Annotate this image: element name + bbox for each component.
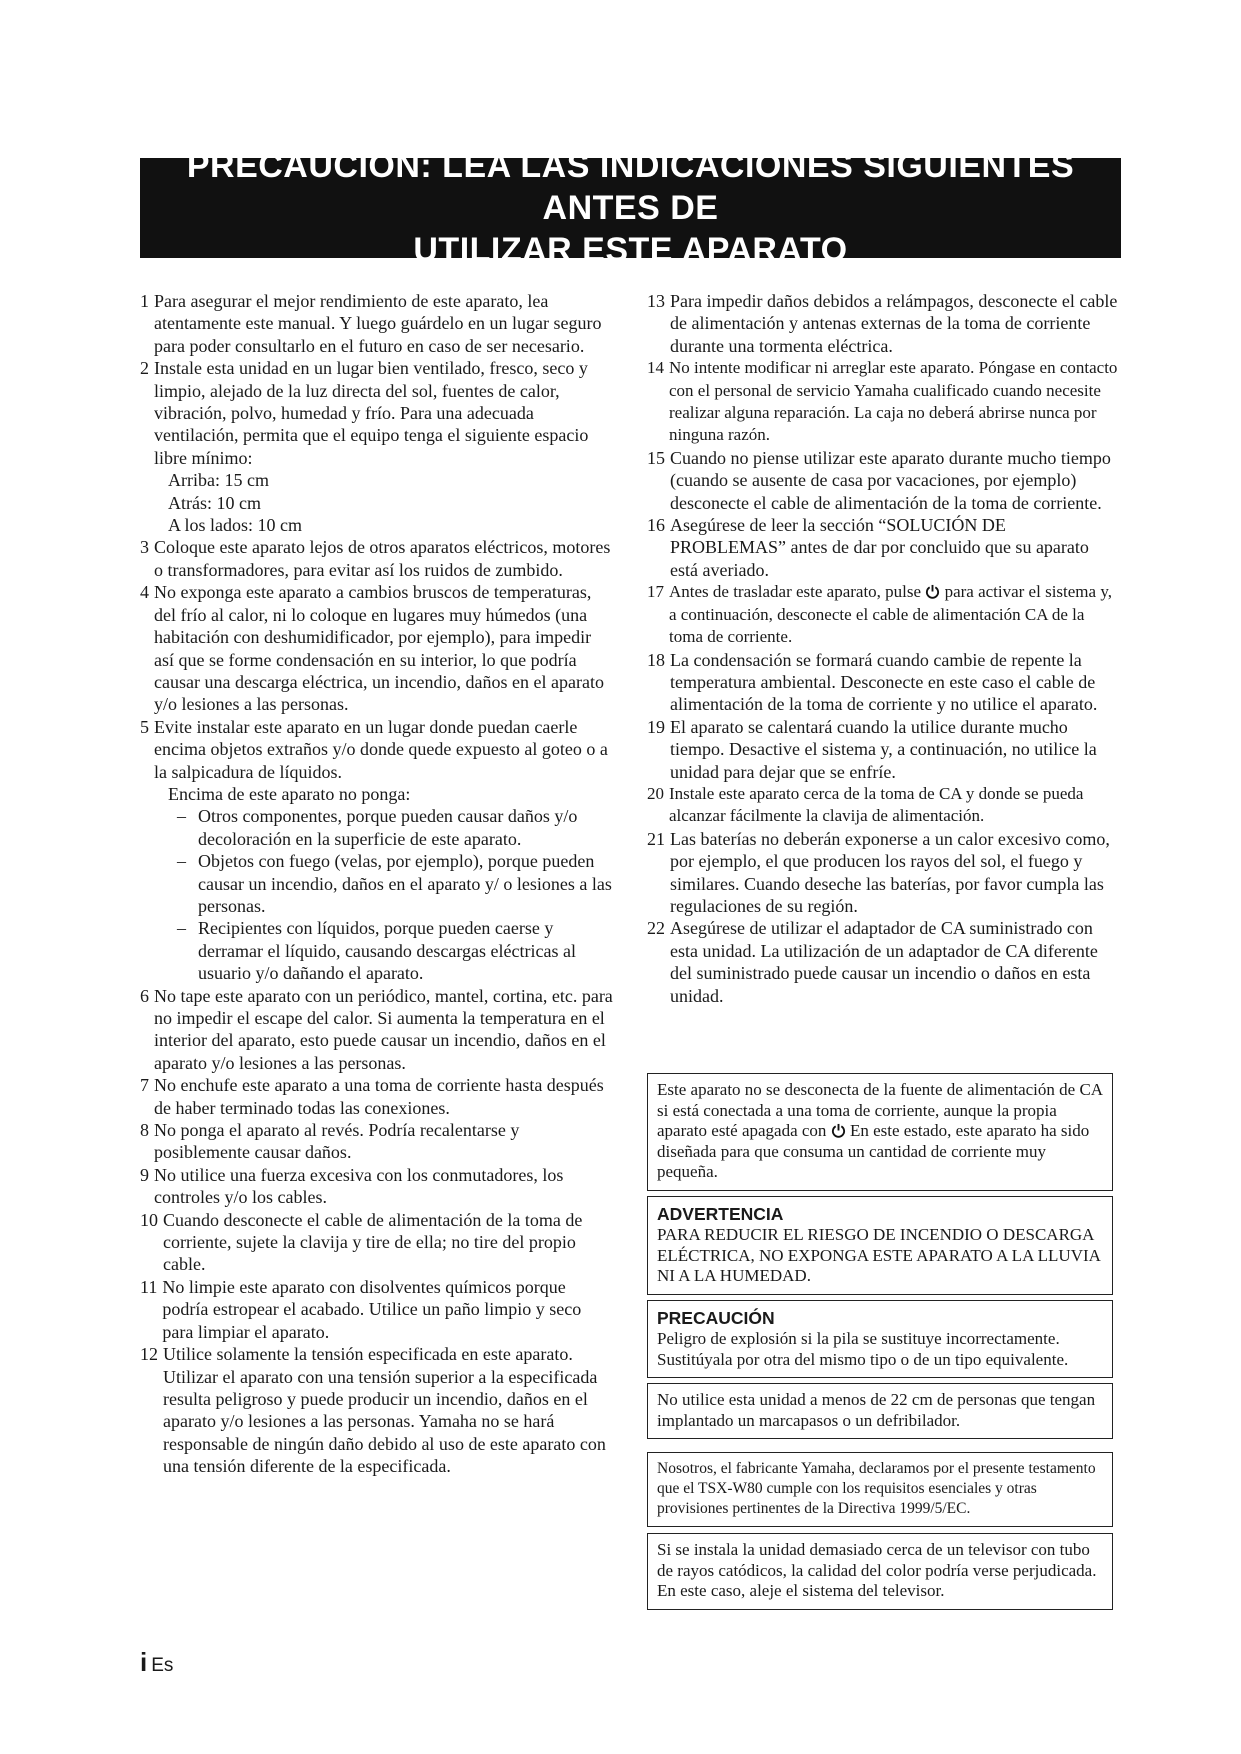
- tv-notice-box: Si se instala la unidad demasiado cerca de un televisor con tubo de rayos catódicos, la calidad del color podría verse perjudicada. En este caso, aleje el sistema del televisor.: [647, 1533, 1113, 1610]
- page-footer: [140, 1647, 173, 1678]
- warning-title: ADVERTENCIA: [657, 1204, 784, 1224]
- list-item: 7 No enchufe este aparato a una toma de corriente hasta después de haber terminado todas las conexiones.: [140, 1075, 604, 1118]
- language-code: Es: [151, 1655, 174, 1676]
- list-item: 19 El aparato se calentará cuando la utilice durante mucho tiempo. Desactive el sistema y, a continuación, no utilice la unidad para dejar que se enfríe.: [647, 716, 1097, 782]
- list-item: 3 Coloque este aparato lejos de otros aparatos eléctricos, motores o transformadores, para evitar así los ruidos de zumbido.: [140, 537, 611, 580]
- sub-heading: Encima de este aparato no ponga:: [168, 783, 411, 804]
- warning-text: PARA REDUCIR EL RIESGO DE INCENDIO O DESCARGA ELÉCTRICA, NO EXPONGA ESTE APARATO A LA LLUVIA NI A LA HUMEDAD.: [657, 1225, 1100, 1285]
- power-icon: [925, 583, 940, 598]
- list-item: 1 Para asegurar el mejor rendimiento de este aparato, lea atentamente este manual. Y luego guárdelo en un lugar seguro para poder consultarlo en el futuro en caso de ser necesario.: [140, 291, 602, 356]
- clearance-sides: A los lados: 10 cm: [168, 515, 302, 536]
- power-icon: [831, 1123, 846, 1138]
- caution-text: Peligro de explosión si la pila se sustituye incorrectamente. Sustitúyala por otra del mismo tipo o de un tipo equivalente.: [657, 1329, 1069, 1369]
- list-item: 14 No intente modificar ni arreglar este aparato. Póngase en contacto con el personal de servicio Yamaha cualificado cuando necesite realizar alguna reparación. La caja no deberá abrirse nunca por ninguna razón.: [647, 358, 1118, 445]
- title-line-2: UTILIZAR ESTE APARATO: [413, 231, 848, 269]
- declaration-box: Nosotros, el fabricante Yamaha, declaramos por el presente testamento que el TSX-W80 cumple con los requisitos esenciales y otras provisiones pertinentes de la Directiva 1999/5/EC.: [647, 1452, 1113, 1527]
- dash-item: – Otros componentes, porque pueden causar daños y/o decoloración en la superficie de este aparato.: [177, 806, 578, 849]
- warning-box: [647, 1196, 1113, 1295]
- list-item: 6 No tape este aparato con un periódico, mantel, cortina, etc. para no impedir el escape del calor. Si aumenta la temperatura en el interior del aparato, esto puede causar un incendio, daños en el aparato y/o lesiones a las personas.: [140, 985, 613, 1073]
- pacemaker-box: No utilice esta unidad a menos de 22 cm de personas que tengan implantado un marcapasos o un defribilador.: [647, 1383, 1113, 1439]
- page-title: [140, 147, 1121, 269]
- list-item: 22 Asegúrese de utilizar el adaptador de CA suministrado con esta unidad. La utilización de un adaptador de CA diferente del suministrado puede causar un incendio o daños en esta unidad.: [647, 918, 1098, 1006]
- list-item: 8 No ponga el aparato al revés. Podría recalentarse y posiblemente causar daños.: [140, 1120, 520, 1163]
- left-column: [140, 290, 615, 1478]
- title-line-1: PRECAUCIÓN: LEA LAS INDICACIONES SIGUIENTES ANTES DE: [186, 147, 1075, 227]
- caution-box: [647, 1300, 1113, 1378]
- list-item: 9 No utilice una fuerza excesiva con los conmutadores, los controles y/o los cables.: [140, 1164, 564, 1208]
- clearance-top: Arriba: 15 cm: [168, 470, 269, 491]
- clearance-back: Atrás: 10 cm: [168, 492, 261, 513]
- list-item: 2 Instale esta unidad en un lugar bien ventilado, fresco, seco y limpio, alejado de la luz directa del sol, fuentes de calor, vibración, polvo, humedad y frío. Para una adecuada ventilación, permita que el equipo tenga el siguiente espacio libre mínimo:: [140, 358, 589, 468]
- list-item: 20 Instale este aparato cerca de la toma de CA y donde se pueda alcanzar fácilmente la clavija de alimentación.: [647, 783, 1084, 826]
- list-item: 18 La condensación se formará cuando cambie de repente la temperatura ambiental. Desconecte en este caso el cable de alimentación de la toma de corriente y no utilice el aparato.: [647, 649, 1098, 715]
- list-item: 16 Asegúrese de leer la sección “SOLUCIÓN DE PROBLEMAS” antes de dar por concluido que su aparato está averiado.: [647, 515, 1089, 580]
- power-notice-box: Este aparato no se desconecta de la fuente de alimentación de CA si está conectada a una toma de corriente, aunque la propia aparato esté apagada con En este estado, este aparato ha sido diseñada para que consuma un cantidad de corriente muy pequeña.: [647, 1073, 1113, 1191]
- list-item: 4 No exponga este aparato a cambios bruscos de temperaturas, del frío al calor, ni lo coloque en lugares muy húmedos (una habitación con deshumidificador, por ejemplo), para impedir así que se forme condensación en su interior, lo que podría causar una descarga eléctrica, un incendio, daños en el aparato y/o lesiones a las personas.: [140, 582, 604, 715]
- list-item: 5 Evite instalar este aparato en un lugar donde puedan caerle encima objetos extraños y/o donde quede expuesto al goteo o a la salpicadura de líquidos.: [140, 716, 608, 782]
- list-item: 13 Para impedir daños debidos a relámpagos, desconecte el cable de alimentación y antenas externas de la toma de corriente durante una tormenta eléctrica.: [647, 291, 1118, 356]
- list-item: 21 Las baterías no deberán exponerse a un calor excesivo como, por ejemplo, el que producen los rayos del sol, el fuego y similares. Cuando deseche las baterías, por favor cumpla las regulaciones de su región.: [647, 828, 1110, 916]
- list-item: 17 Antes de trasladar este aparato, pulse para activar el sistema y, a continuación, desconecte el cable de alimentación CA de la toma de corriente.: [647, 582, 1112, 647]
- page-number: i: [140, 1647, 148, 1677]
- dash-item: – Objetos con fuego (velas, por ejemplo), porque pueden causar un incendio, daños en el aparato y/ o lesiones a las personas.: [177, 851, 612, 916]
- caution-title: PRECAUCIÓN: [657, 1308, 775, 1328]
- list-item: 10 Cuando desconecte el cable de alimentación de la toma de corriente, sujete la clavija y tire de ella; no tire del propio cable.: [140, 1209, 583, 1275]
- right-column: [647, 290, 1119, 1007]
- list-item: 15 Cuando no piense utilizar este aparato durante mucho tiempo (cuando se ausente de casa por vacaciones, por ejemplo) desconecte el cable de alimentación de la toma de corriente.: [647, 447, 1111, 513]
- list-item: 11 No limpie este aparato con disolventes químicos porque podría estropear el acabado. Utilice un paño limpio y seco para limpiar el aparato.: [140, 1276, 582, 1342]
- dash-item: – Recipientes con líquidos, porque pueden caerse y derramar el líquido, causando descargas eléctricas al usuario y/o dañando el aparato.: [177, 918, 576, 984]
- list-item: 12 Utilice solamente la tensión especificada en este aparato. Utilizar el aparato con una tensión superior a la especificada resulta peligroso y puede producir un incendio, daños en el aparato y/o lesiones a las personas. Yamaha no se hará responsable de ningún daño debido al uso de este aparato con una tensión diferente de la especificada.: [140, 1344, 606, 1477]
